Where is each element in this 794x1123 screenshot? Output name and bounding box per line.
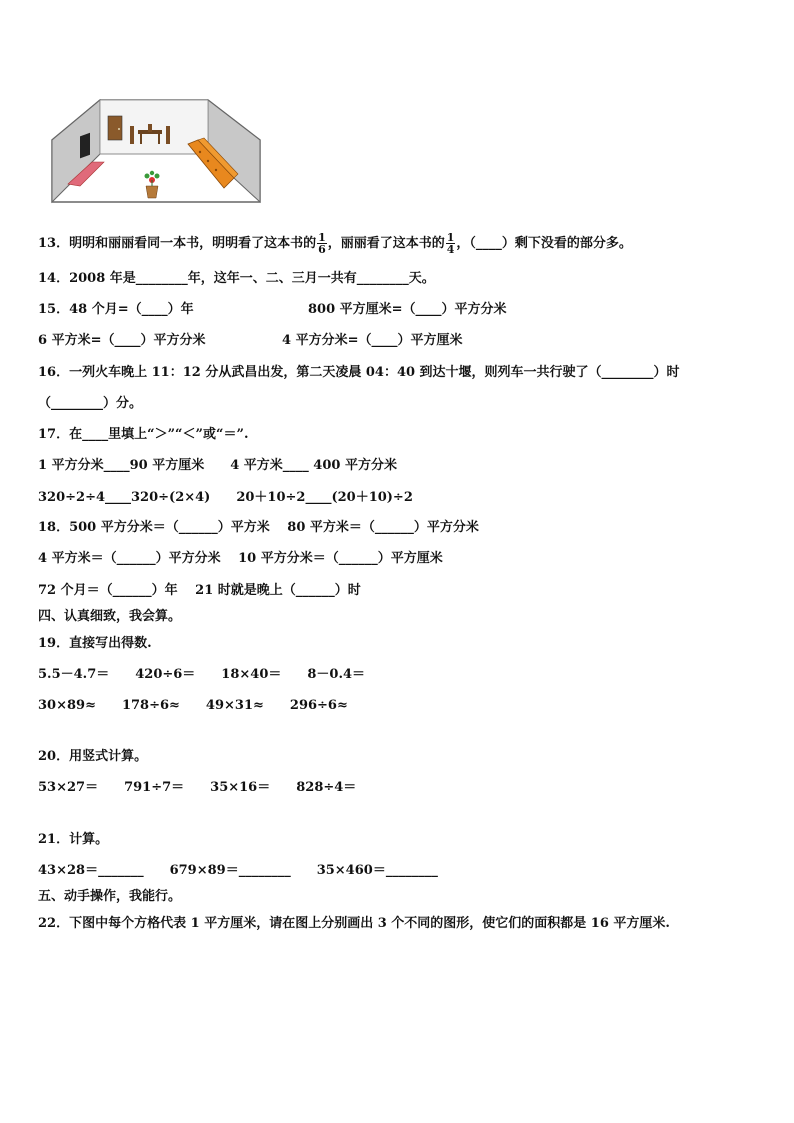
question-15-part-c: 6 平方米=（____）平方分米 [38, 333, 206, 348]
section-5-heading: 五、动手操作，我能行。 [38, 889, 182, 904]
question-20-row: 53×27＝ 791÷7＝ 35×16＝ 828÷4＝ [38, 780, 357, 795]
tv-shape [80, 133, 90, 159]
question-14: 14．2008 年是________年，这年一、二、三月一共有________天。 [38, 271, 435, 286]
question-15-part-b: 800 平方厘米=（____）平方分米 [308, 302, 507, 317]
question-22: 22．下图中每个方格代表 1 平方厘米，请在图上分别画出 3 个不同的图形，使它们的面积都是 16 平方厘米. [38, 916, 670, 931]
question-20: 20．用竖式计算。 [38, 749, 148, 764]
question-15-part-a: 15．48 个月=（____）年 [38, 302, 194, 317]
question-18-row-3: 72 个月＝（______）年 21 时就是晚上（______）时 [38, 583, 361, 598]
plant-pot-shape [146, 186, 158, 198]
question-17-row-1: 1 平方分米____90 平方厘米 4 平方米____ 400 平方分米 [38, 458, 397, 473]
question-16-line-1: 16．一列火车晚上 11：12 分从武昌出发，第二天凌晨 04：40 到达十堰，则列车一共行驶了（________）时 [38, 365, 680, 380]
door-shape [108, 116, 122, 140]
question-16-line-2: （________）分。 [38, 396, 143, 411]
question-13: 13．明明和丽丽看同一本书，明明看了这本书的 $\frac{1}{6}$ ，丽丽看了这本书的 $\frac{1}{4}$ ，（____）剩下没看的部分多。 [38, 231, 632, 256]
question-19: 19．直接写出得数. [38, 636, 152, 651]
section-4-heading: 四、认真细致，我会算。 [38, 609, 182, 624]
fraction-one-quarter: $\frac{1}{4}$ [446, 231, 455, 256]
question-17: 17．在____里填上“＞”“＜”或“＝”. [38, 427, 249, 442]
question-21-row: 43×28＝_______ 679×89＝________ 35×460＝________ [38, 863, 438, 878]
chair-left [130, 126, 134, 144]
question-18-row-2: 4 平方米＝（______）平方分米 10 平方分米＝（______）平方厘米 [38, 551, 443, 566]
question-19-row-2: 30×89≈ 178÷6≈ 49×31≈ 296÷6≈ [38, 698, 348, 713]
question-17-row-2: 320÷2÷4____320÷(2×4) 20＋10÷2____(20＋10)÷2 [38, 490, 413, 505]
question-15-part-d: 4 平方分米=（____）平方厘米 [282, 333, 463, 348]
room-illustration [48, 96, 264, 216]
fraction-one-sixth: $\frac{1}{6}$ [318, 231, 326, 256]
question-21: 21．计算。 [38, 832, 109, 847]
question-19-row-1: 5.5－4.7＝ 420÷6＝ 18×40＝ 8－0.4＝ [38, 667, 366, 682]
question-18-row-1: 18．500 平方分米＝（______）平方米 80 平方米＝（______）平方分米 [38, 520, 479, 535]
chair-right [166, 126, 170, 144]
